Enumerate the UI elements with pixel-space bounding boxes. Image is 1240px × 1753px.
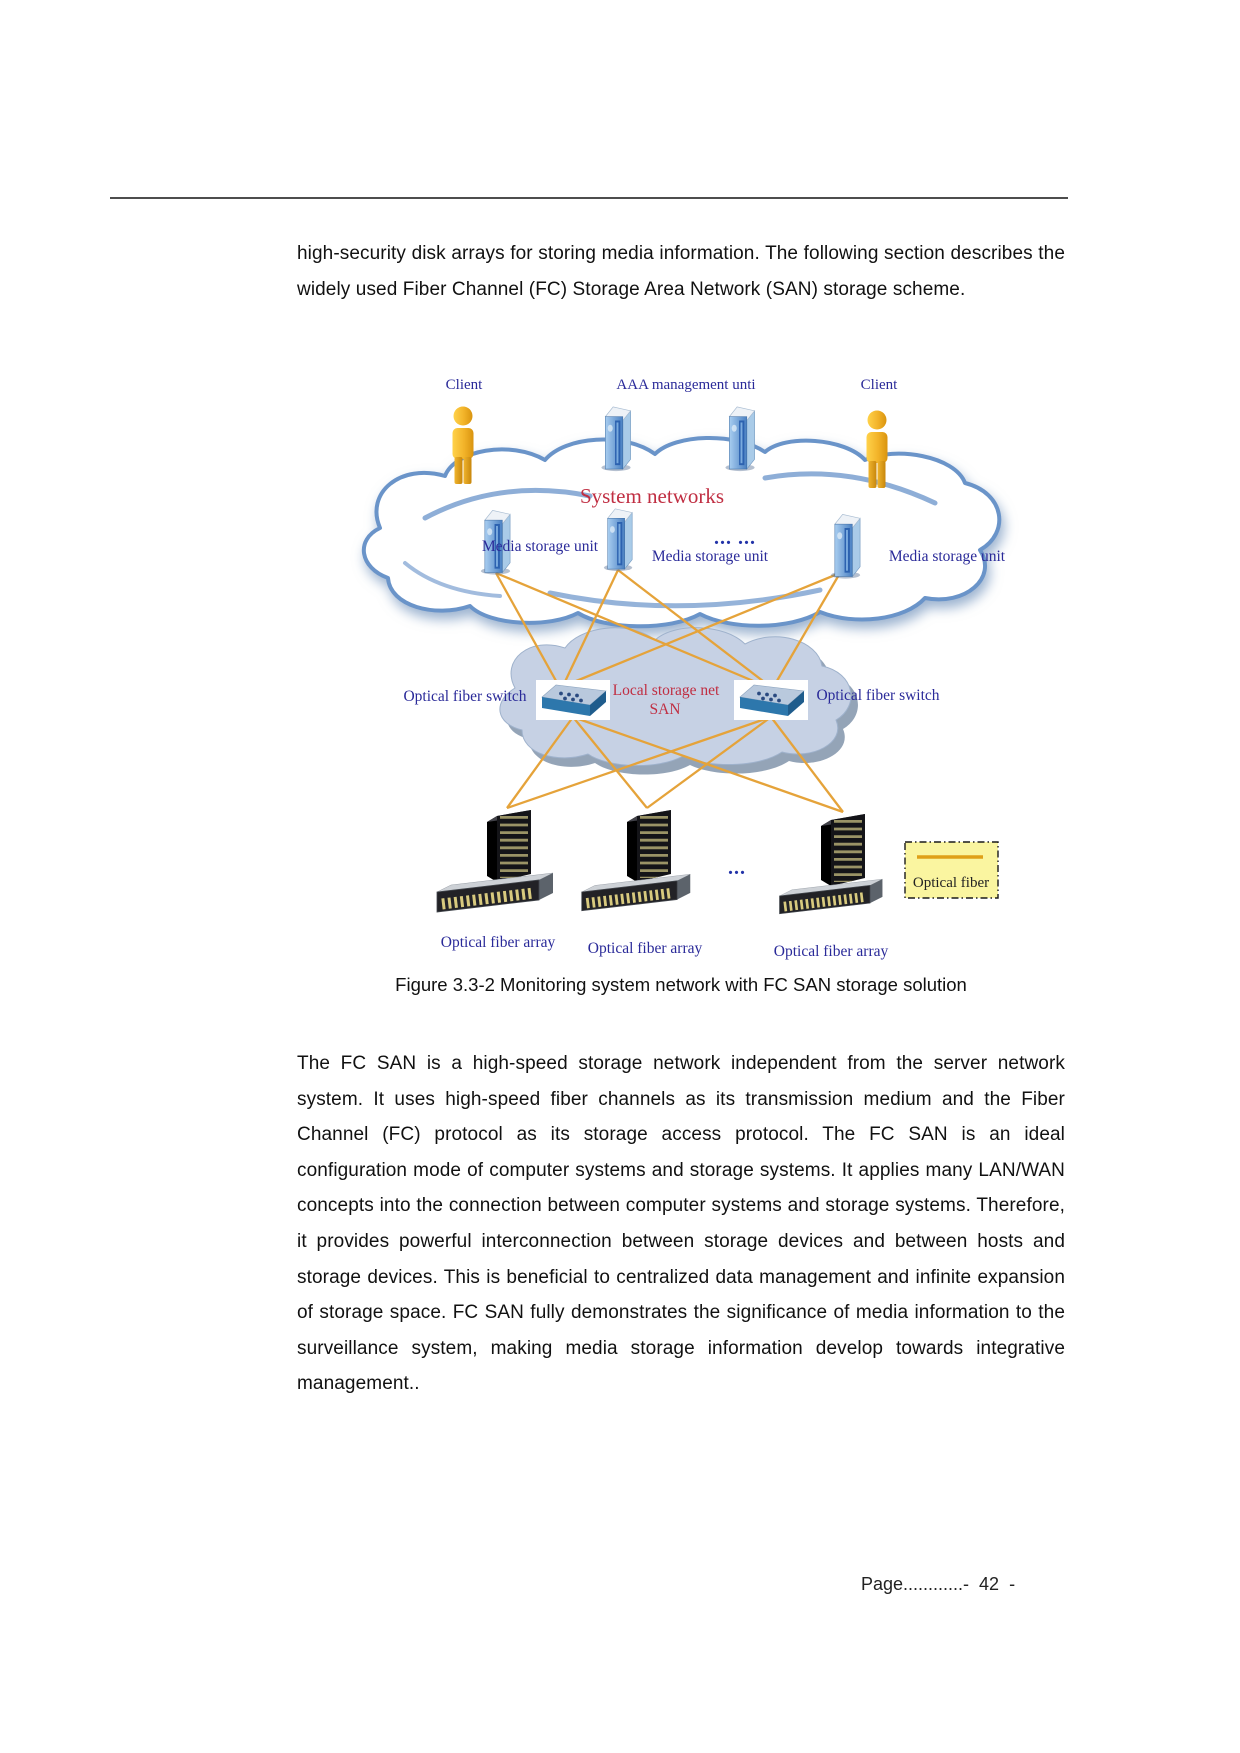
media-storage-unit-label-center: Media storage unit: [651, 548, 769, 565]
header-rule: [110, 197, 1068, 199]
optical-fiber-switch-label-left: Optical fiber switch: [403, 688, 527, 705]
figure-caption: Figure 3.3-2 Monitoring system network with FC SAN storage solution: [395, 974, 967, 995]
optical-fiber-array-label-right: Optical fiber array: [773, 943, 889, 960]
ellipsis-bottom: ...: [728, 857, 746, 879]
ellipsis-top: ... ...: [714, 527, 756, 549]
legend-label: Optical fiber: [912, 875, 990, 891]
page-footer: Page............- 42 -: [861, 1574, 1016, 1594]
optical-fiber-switch-label-right: Optical fiber switch: [816, 687, 940, 704]
san-label: SAN: [649, 701, 681, 718]
client-label-left: Client: [445, 377, 483, 393]
optical-fiber-array-label-left: Optical fiber array: [440, 934, 556, 951]
media-storage-unit-label-left: Media storage unit: [481, 538, 599, 555]
body-paragraph-2: The FC SAN is a high-speed storage network independent from the server network system. It uses high-speed fiber channels as its transmission medium and the Fiber Channel (FC) protocol as its storage access protocol. The FC SAN is an ideal configuration mode of computer systems and storage systems. It applies many LAN/WAN concepts into the connection between computer systems and storage systems. Therefore, it provides powerful interconnection between storage devices and between hosts and storage devices. This is beneficial to centralized data management and infinite expansion of storage space. FC SAN fully demonstrates the significance of media information to the surveillance system, making media storage information develop towards integrative management..: [297, 1053, 1065, 1395]
aaa-server-icon-1: [601, 407, 630, 471]
optical-fiber-array-label-center: Optical fiber array: [587, 940, 703, 957]
storage-tower-icon-left: [487, 810, 531, 882]
body-paragraph-1: high-security disk arrays for storing media information. The following section describes the widely used Fiber Channel (FC) Storage Area Network (SAN) storage scheme.: [297, 243, 1065, 300]
media-storage-server-icon-right: [831, 514, 860, 578]
aaa-management-unit-label: AAA management unti: [616, 377, 756, 393]
system-networks-label: System networks: [579, 484, 725, 508]
network-diagram-canvas: [350, 368, 1030, 968]
client-label-right: Client: [860, 377, 898, 393]
storage-tower-icon-center: [627, 810, 671, 882]
local-storage-net-label: Local storage net: [612, 682, 720, 699]
media-storage-server-icon-center: [604, 509, 632, 571]
legend-box: [905, 842, 998, 898]
storage-tower-icon-right: [821, 814, 865, 886]
media-storage-unit-label-right: Media storage unit: [888, 548, 1006, 565]
network-diagram-figure: [350, 368, 1030, 968]
aaa-server-icon-2: [725, 407, 754, 471]
